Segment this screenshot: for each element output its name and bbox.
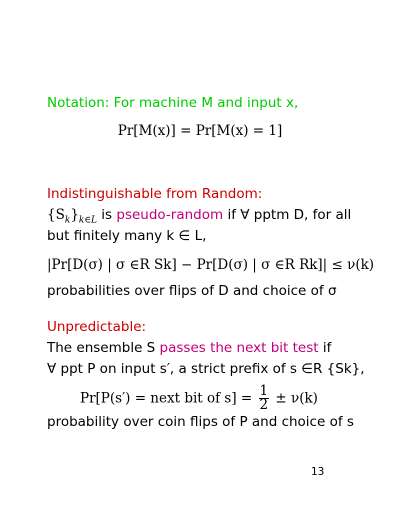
fraction-numerator: 1 bbox=[259, 383, 269, 399]
unpred-probability-note: probability over coin flips of P and choice of s bbox=[47, 414, 354, 430]
is-text: is bbox=[97, 207, 117, 223]
indist-heading: Indistinguishable from Random: bbox=[47, 186, 263, 202]
ensemble-text: The ensemble S bbox=[47, 340, 160, 356]
if-text: if bbox=[318, 340, 332, 356]
unpred-definition-line1 bbox=[47, 339, 331, 357]
fraction-denominator: 2 bbox=[259, 397, 269, 413]
definition-tail: if ∀ pptm D, for all bbox=[223, 207, 352, 223]
unpred-heading: Unpredictable: bbox=[47, 319, 147, 335]
one-half-fraction bbox=[259, 385, 270, 412]
unpred-definition-line2: ∀ ppt P on input s′, a strict prefix of s ∈R {Sk}, bbox=[47, 361, 365, 377]
page-number: 13 bbox=[311, 466, 325, 478]
ensemble-subscript: k bbox=[64, 215, 71, 226]
ensemble-close: } bbox=[70, 207, 79, 223]
indist-formula: |Pr[D(σ) | σ ∈R Sk] − Pr[D(σ) | σ ∈R Rk]| ≤ ν(k) bbox=[47, 257, 375, 273]
notation-formula: Pr[M(x)] = Pr[M(x) = 1] bbox=[117, 123, 283, 139]
ensemble-open: {S bbox=[47, 207, 65, 223]
unpred-formula bbox=[80, 385, 318, 412]
notation-heading: Notation: For machine M and input x, bbox=[47, 95, 299, 111]
indist-definition-line2: but finitely many k ∈ L, bbox=[47, 228, 207, 244]
formula-right: ± ν(k) bbox=[275, 390, 318, 407]
ensemble-index: k∈L bbox=[78, 215, 97, 226]
formula-left: Pr[P(s′) = next bit of s] = bbox=[80, 390, 253, 407]
pseudo-random-term: pseudo-random bbox=[116, 207, 224, 223]
next-bit-test-term: passes the next bit test bbox=[159, 340, 319, 356]
indist-probability-note: probabilities over flips of D and choice of σ bbox=[47, 283, 337, 299]
